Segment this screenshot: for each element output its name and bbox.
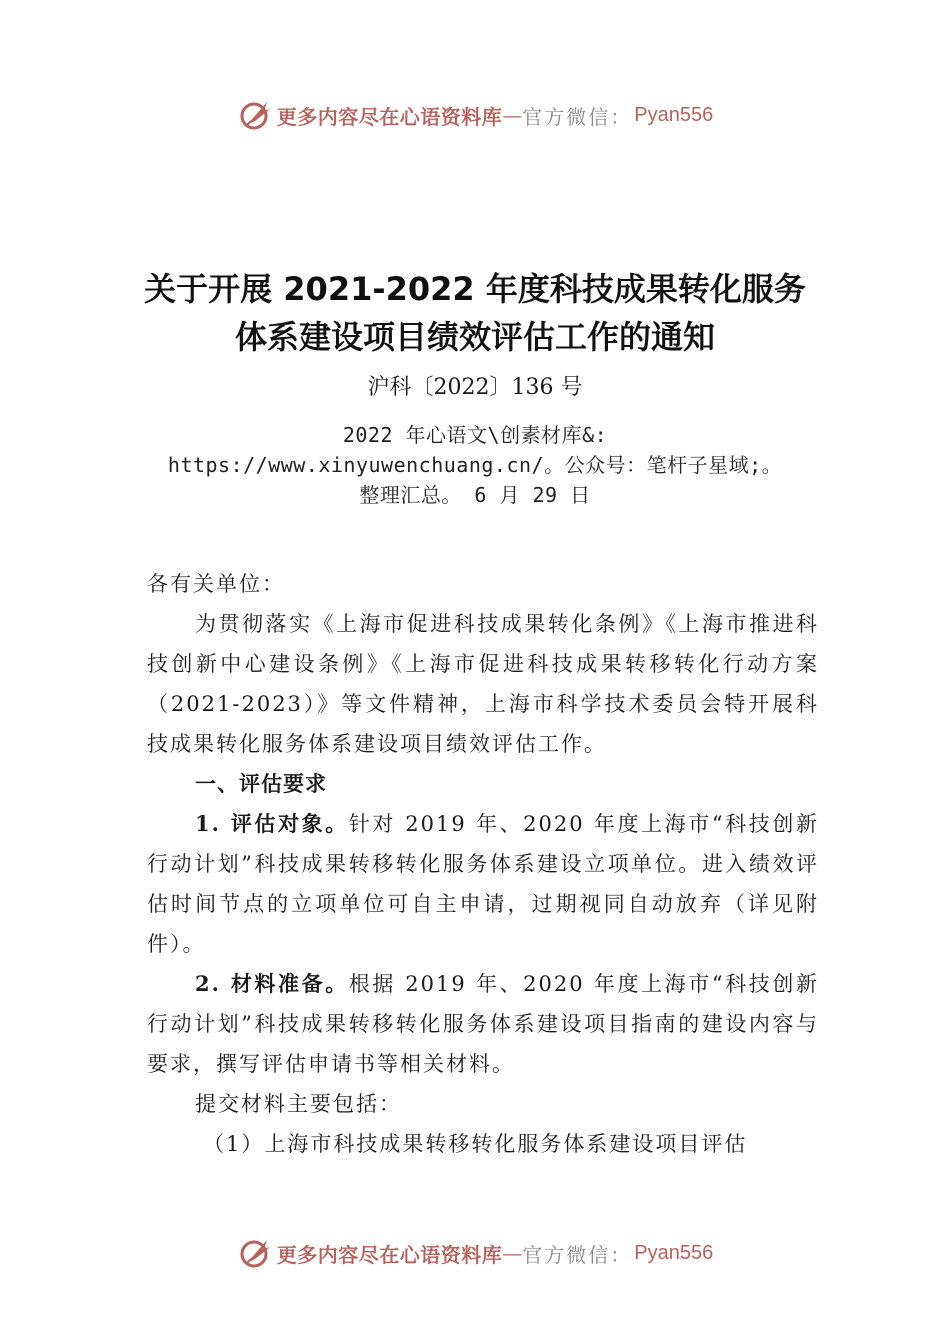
banner-wechat-id: Pyan556	[634, 103, 714, 126]
document-number: 沪科〔2022〕136 号	[367, 375, 583, 400]
item-1-lead: 1. 评估对象。	[195, 811, 349, 836]
item-1-text: 针对 2019 年、2020 年度上海市“科技创新行动计划”科技成果转移转化服务体系建设立项单位。进入绩效评估时间节点的立项单位可自主申请，过期视同自动放弃（详见附件）。	[147, 812, 819, 956]
banner-dash: —	[502, 103, 523, 127]
banner-main-text: 更多内容尽在心语资料库	[276, 104, 503, 129]
item-2-paragraph	[147, 964, 819, 1084]
feather-pen-logo-icon	[237, 1235, 273, 1271]
footer-wechat-label: 官方微信：	[522, 1242, 633, 1267]
section-heading-1: 一、评估要求	[195, 772, 327, 796]
item-1-paragraph	[147, 804, 819, 964]
header-banner	[0, 95, 950, 135]
source-line-3: 整理汇总。 6 月 29 日	[359, 483, 591, 507]
title-line-2: 体系建设项目绩效评估工作的通知	[234, 318, 715, 356]
intro-paragraph: 为贯彻落实《上海市促进科技成果转化条例》《上海市推进科技创新中心建设条例》《上海市促进科技成果转移转化行动方案（2021-2023）》等文件精神，上海市科学技术委员会特开展科技成果转化服务体系建设项目绩效评估工作。	[147, 612, 819, 756]
item-2-lead: 2. 材料准备。	[195, 971, 349, 996]
salutation: 各有关单位：	[147, 572, 285, 596]
document-title	[0, 265, 950, 361]
source-note	[100, 420, 850, 510]
feather-pen-logo-icon	[237, 97, 273, 133]
material-item-1: （1）上海市科技成果转移转化服务体系建设项目评估	[203, 1132, 748, 1156]
footer-main-text: 更多内容尽在心语资料库	[276, 1242, 503, 1267]
banner-wechat-label: 官方微信：	[522, 104, 633, 129]
title-line-1: 关于开展 2021-2022 年度科技成果转化服务	[144, 270, 806, 308]
document-body	[147, 564, 819, 1164]
materials-intro: 提交材料主要包括：	[195, 1092, 402, 1116]
source-line-2: https://www.xinyuwenchuang.cn/。公众号：笔杆子星域;。	[167, 453, 783, 477]
item-2-text: 根据 2019 年、2020 年度上海市“科技创新行动计划”科技成果转移转化服务体系建设项目指南的建设内容与要求，撰写评估申请书等相关材料。	[147, 972, 819, 1076]
footer-dash: —	[502, 1241, 523, 1265]
footer-wechat-id: Pyan556	[634, 1241, 714, 1264]
footer-banner	[0, 1233, 950, 1273]
source-line-1: 2022 年心语文\创素材库&:	[342, 423, 608, 447]
